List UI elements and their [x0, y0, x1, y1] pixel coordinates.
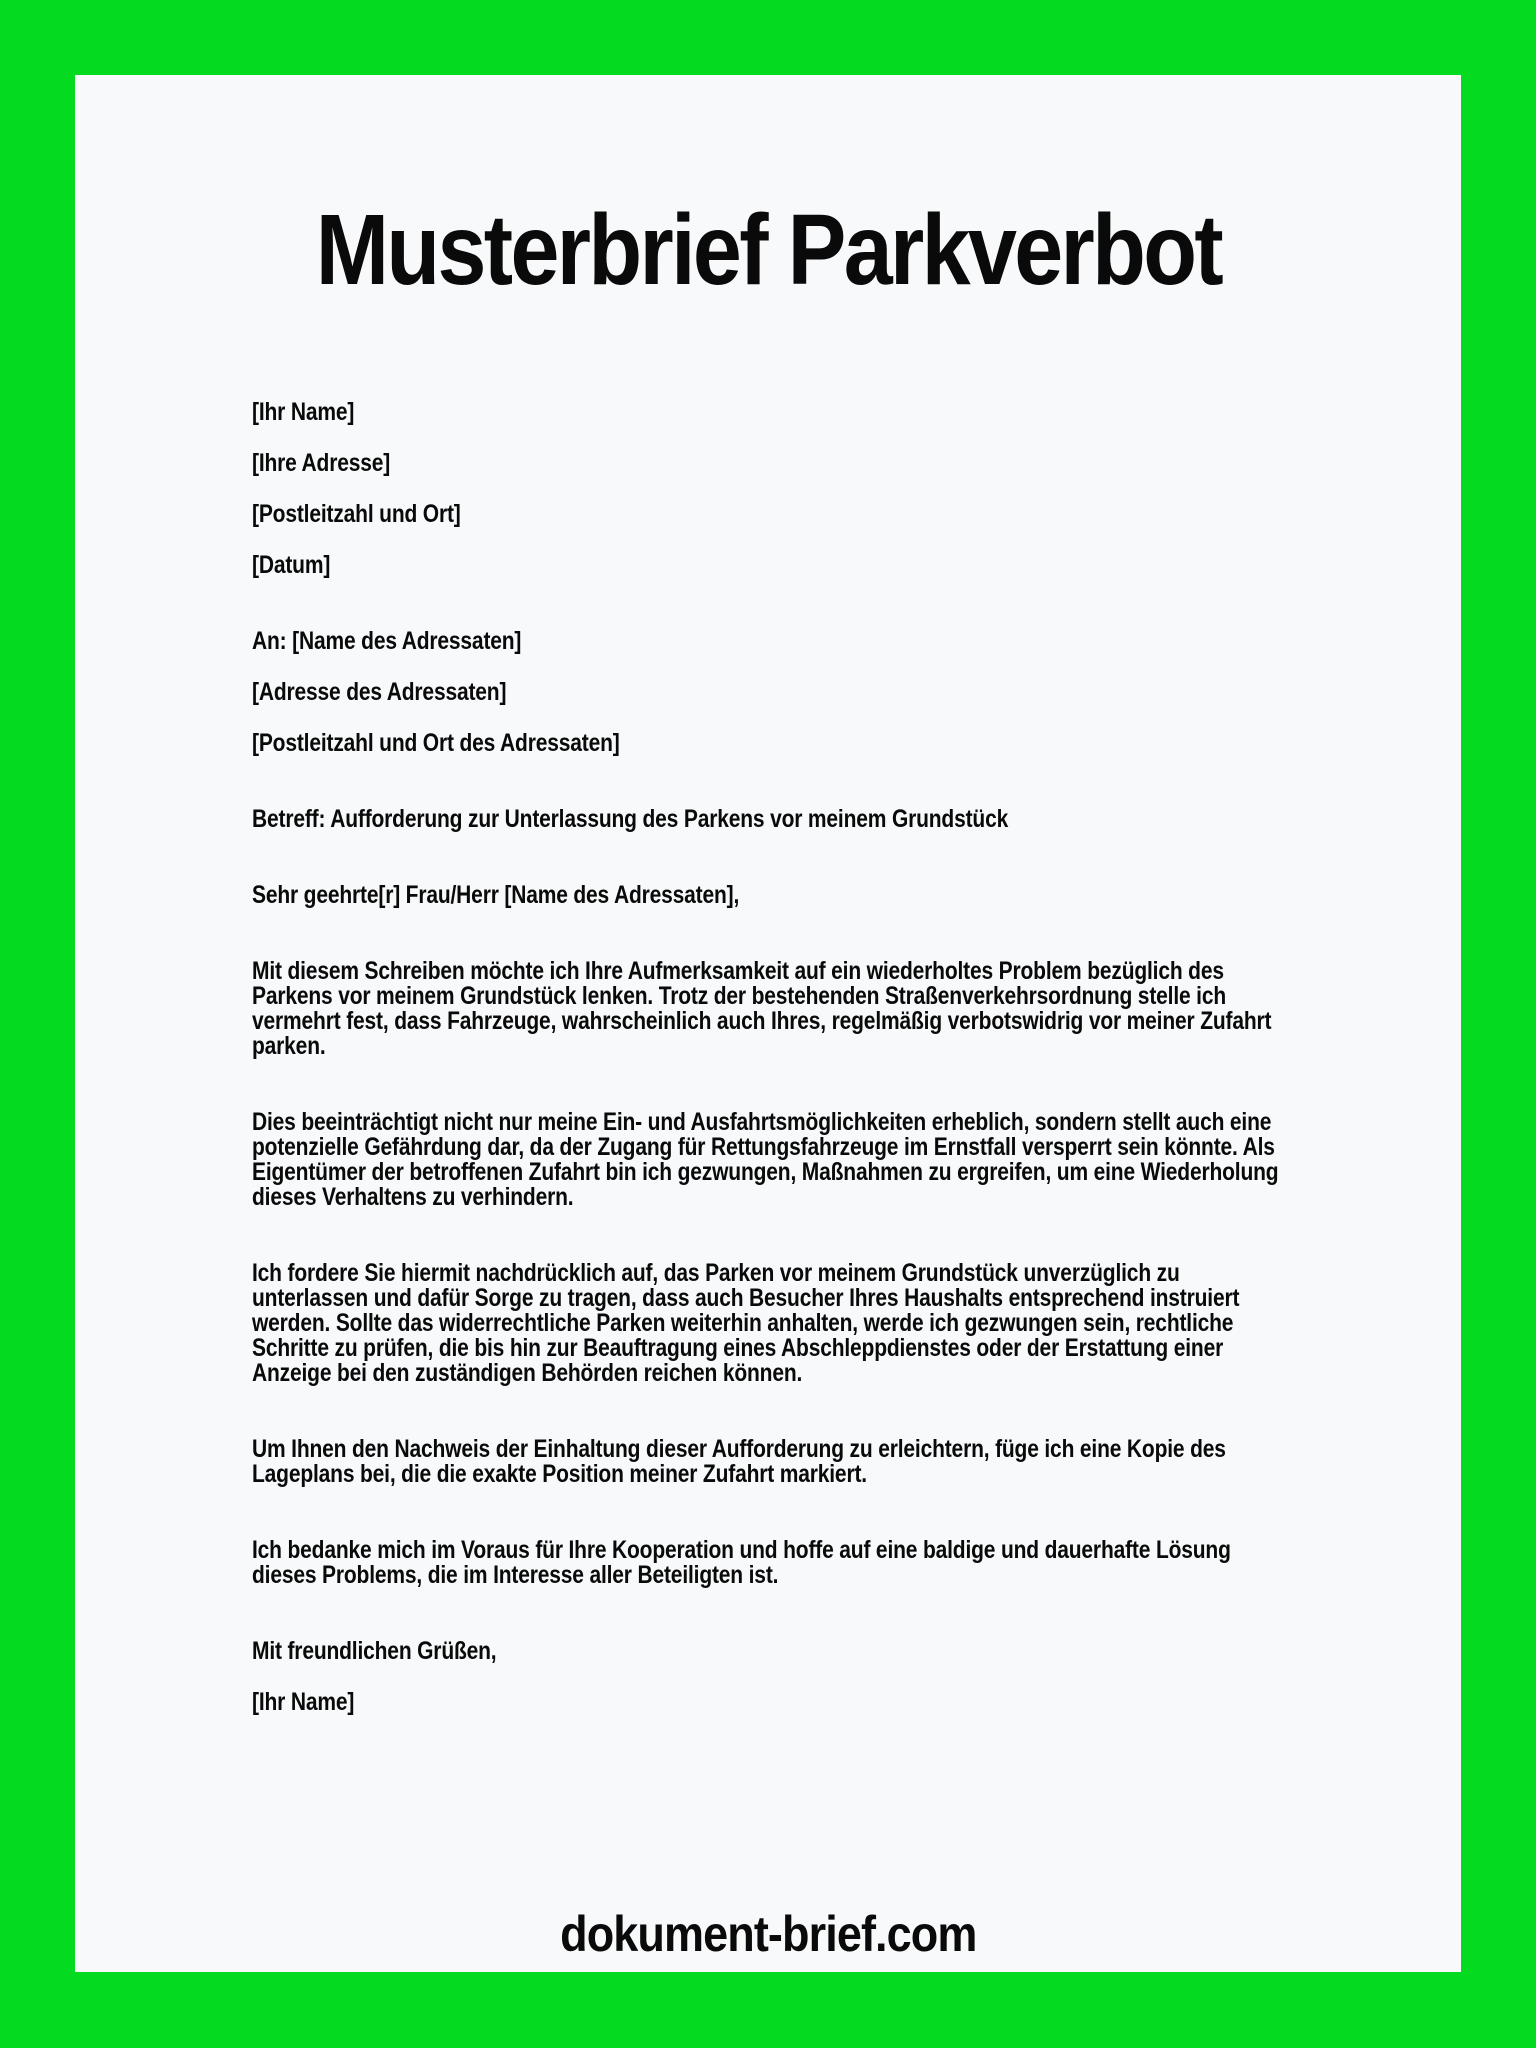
letter-page — [75, 75, 1461, 1972]
sender-street-line: [Ihre Adresse] — [252, 449, 391, 477]
sender-address-block — [252, 400, 1284, 578]
footer-site-text: dokument-brief.com — [559, 1906, 977, 1962]
page-title: Musterbrief Parkverbot — [315, 194, 1221, 306]
closing-signature-line: [Ihr Name] — [252, 1688, 355, 1716]
recipient-street-line: [Adresse des Adressaten] — [252, 678, 507, 706]
body-paragraph-3: Ich fordere Sie hiermit nachdrücklich auf, das Parken vor meinem Grundstück unverzüglich zu unterlassen und dafür Sorge zu tragen, dass auch Besucher Ihres Haushalts entsprechend instruiert werden. Sollte das widerrechtliche Parken weiterhin anhalten, werde ich gezwungen sein, rechtliche Schritte zu prüfen, die bis hin zur Beauftragung eines Abschleppdienstes oder der Erstattung einer Anzeige bei den zuständigen Behörden reichen können. — [252, 1259, 1240, 1387]
sender-name-line: [Ihr Name] — [252, 398, 355, 426]
subject-block — [252, 807, 1284, 832]
body-paragraph-5: Ich bedanke mich im Voraus für Ihre Kooperation und hoffe auf eine baldige und dauerhafte Lösung dieses Problems, die im Interesse aller Beteiligten ist. — [252, 1536, 1231, 1589]
title-row — [252, 194, 1284, 306]
closing-block — [252, 1639, 1284, 1715]
letter-body — [252, 400, 1284, 1715]
body-paragraph-2: Dies beeinträchtigt nicht nur meine Ein- und Ausfahrtsmöglichkeiten erheblich, sondern stellt auch eine potenzielle Gefährdung dar, da der Zugang für Rettungsfahrzeuge im Ernstfall versperrt sein könnte. Als Eigentümer der betroffenen Zufahrt bin ich gezwungen, Maßnahmen zu ergreifen, um eine Wiederholung dieses Verhaltens zu verhindern. — [252, 1108, 1279, 1211]
salutation-block — [252, 883, 1284, 908]
body-paragraph-4: Um Ihnen den Nachweis der Einhaltung dieser Aufforderung zu erleichtern, füge ich eine Kopie des Lageplans bei, die die exakte Position meiner Zufahrt markiert. — [252, 1435, 1226, 1488]
subject-line: Betreff: Aufforderung zur Unterlassung des Parkens vor meinem Grundstück — [252, 805, 1009, 833]
recipient-name-line: An: [Name des Adressaten] — [252, 627, 522, 655]
salutation-line: Sehr geehrte[r] Frau/Herr [Name des Adressaten], — [252, 881, 740, 909]
date-line: [Datum] — [252, 551, 331, 579]
closing-greeting-line: Mit freundlichen Grüßen, — [252, 1637, 497, 1665]
sender-city-line: [Postleitzahl und Ort] — [252, 500, 461, 528]
body-paragraph-1: Mit diesem Schreiben möchte ich Ihre Aufmerksamkeit auf ein wiederholtes Problem bezüglich des Parkens vor meinem Grundstück lenken. Trotz der bestehenden Straßenverkehrsordnung stelle ich vermehrt fest, dass Fahrzeuge, wahrscheinlich auch Ihres, regelmäßig verbotswidrig vor meiner Zufahrt parken. — [252, 957, 1272, 1060]
recipient-city-line: [Postleitzahl und Ort des Adressaten] — [252, 729, 620, 757]
recipient-address-block — [252, 629, 1284, 756]
footer — [75, 1908, 1461, 1960]
